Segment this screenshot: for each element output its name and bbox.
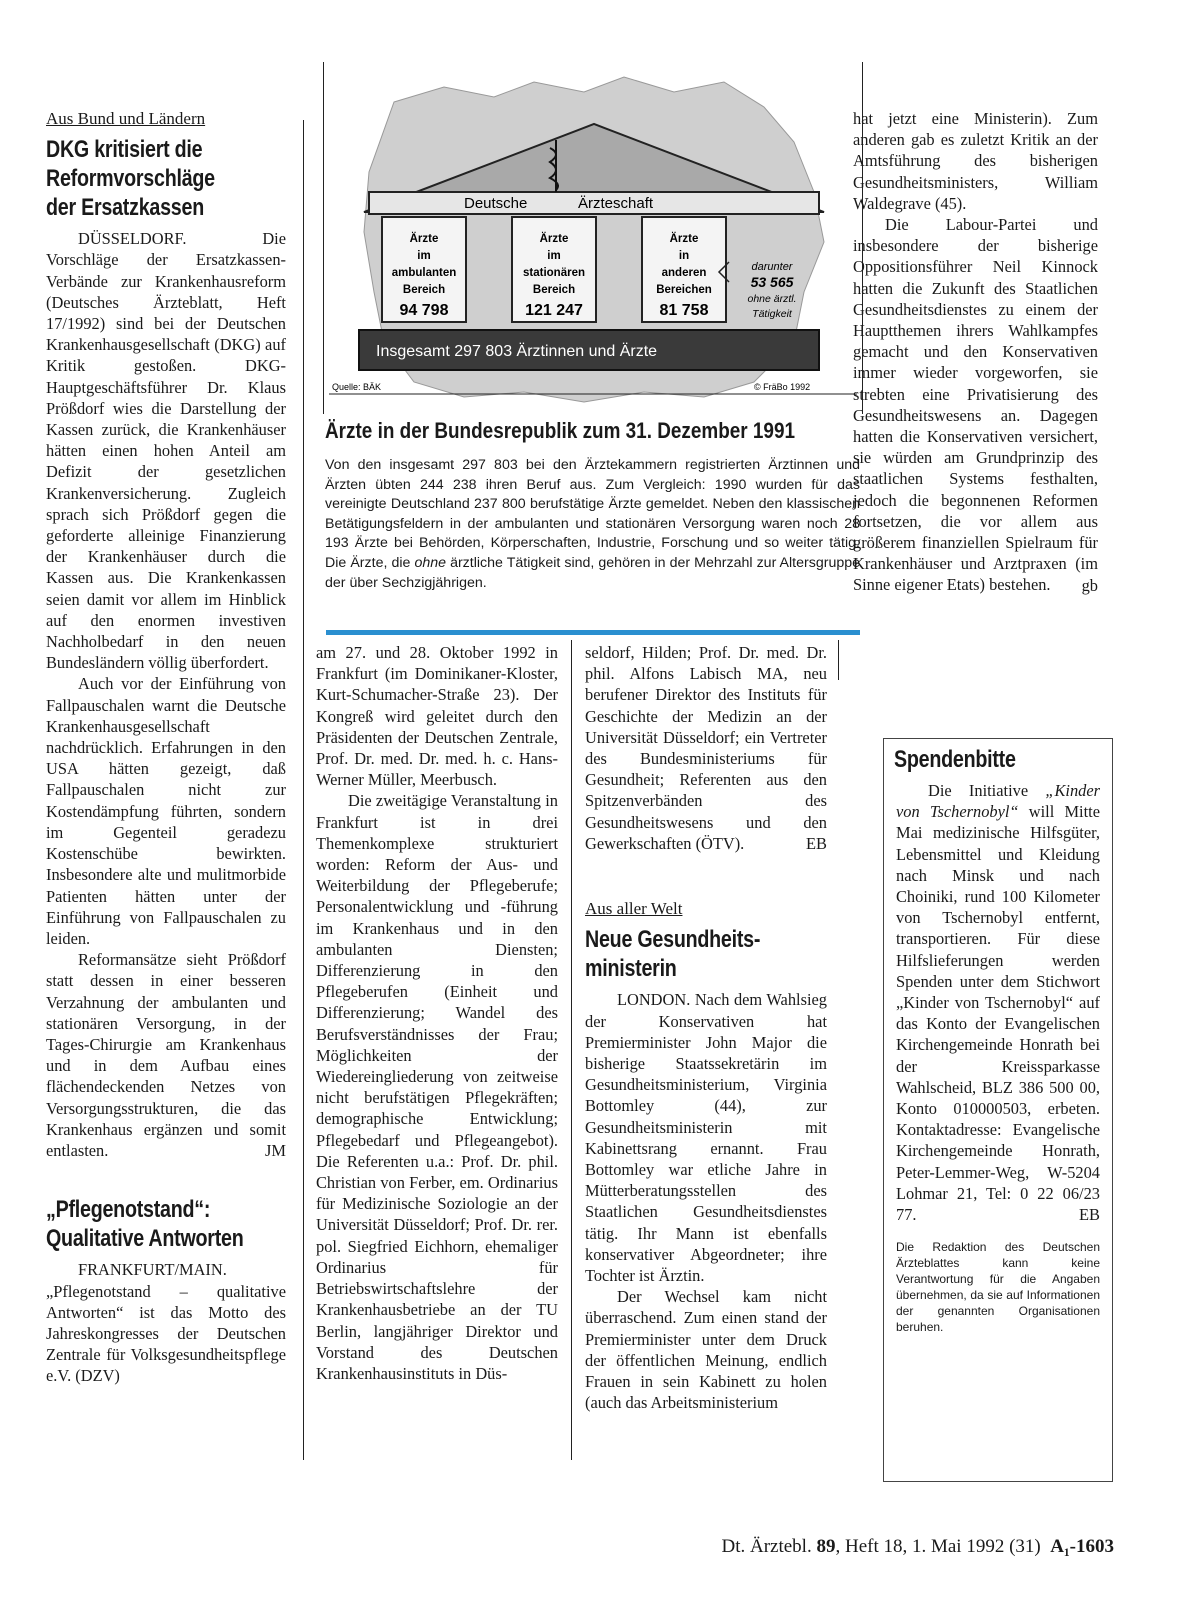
author-signature: JM [265, 1141, 286, 1161]
footer-issue: , Heft 18, 1. Mai 1992 (31) [835, 1536, 1041, 1557]
column-rule [571, 640, 572, 1460]
article-paragraph: DÜSSELDORF. Die Vorschläge der Ersatzkassen-Verbände zur Krankenhausreform (Deutsches Ärzteblatt, Heft 17/1992) sind bei der Deutschen Krankenhausgesellschaft (DKG) auf Kritik gestoßen. DKG-Hauptgeschäftsführer Dr. Klaus Prößdorf wies die Darstellung der Kassen zurück, die Krankenhäuser hätten einen hohen Anteil am Defizit der gesetzlichen Krankenversicherung. Zugleich sprach sich Prößdorf gegen die geforderte alleinige Finanzierung der Krankenhäuser durch die Kassen aus. Die Krankenkassen seien damit vor allem im Hinblick auf den enormen investiven Nachholbedarf in den neuen Bundesländern völlig überfordert. [46, 229, 286, 673]
headline-line: DKG kritisiert die [46, 136, 203, 164]
headline-line: der Ersatzkassen [46, 194, 204, 222]
caption-emphasis: ohne [414, 554, 447, 571]
box-paragraph [896, 780, 1100, 1225]
headline-line: „Pflegenotstand“: [46, 1196, 211, 1224]
box-headline: Spendenbitte [894, 746, 1016, 773]
column-3 [585, 642, 827, 1414]
page-footer [664, 1536, 1114, 1558]
temple-diagram [324, 62, 862, 414]
pillar-label: stationären [523, 267, 585, 279]
column-1 [46, 108, 286, 1387]
pillar-label: ambulanten [391, 267, 457, 279]
donation-box [883, 738, 1113, 1482]
footer-volume: 89 [816, 1536, 836, 1557]
article-headline-dkg [46, 135, 286, 222]
box-text: Die Initiative [928, 781, 1046, 800]
note-label: darunter [751, 261, 793, 273]
box-emphasis: „Kinder von Tschernobyl“ [896, 781, 1100, 822]
article-paragraph: LONDON. Nach dem Wahlsieg der Konservativen hat Premierminister John Major die bisherige Staatssekretärin im Gesundheitsministerium, Virginia Bottomley (44), zur Gesundheitsministerin mit Kabinettsrang ernannt. Frau Bottomley war etliche Jahre in Mütterberatungsstellen des Staatlichen Gesundheitsdienstes tätig. Ihr Mann ist ebenfalls konservativer Abgeordneter; ihre Tochter ist Ärztin. [585, 990, 827, 1286]
author-signature: EB [1079, 1205, 1100, 1225]
disclaimer-text: Die Redaktion des Deutschen Ärzteblattes kann keine Verantwortung für die Angaben übernehmen, da sie auf Informationen der genannten Organisationen beruhen. [896, 1240, 1100, 1335]
article-paragraph: seldorf, Hilden; Prof. Dr. med. Dr. phil. Alfons Labisch MA, neu berufener Direktor des Instituts für Geschichte der Medizin an der Universität Düsseldorf; ein Vertreter des Bundesministeriums für Gesundheit; Referenten aus den Spitzenverbänden des Gesundheitswesens und den Gewerkschaften (ÖTV). [585, 643, 827, 853]
note-value: 53 565 [750, 274, 794, 290]
infographic-aerzteschaft [323, 62, 863, 414]
pillar-label: Ärzte [409, 233, 439, 245]
headline-line: Neue Gesundheits- [585, 926, 761, 954]
article-paragraph: hat jetzt eine Ministerin). Zum anderen gab es zuletzt Kritik an der Amtsführung des bisherigen Gesundheitsministers, William Waldegrave (45). [853, 109, 1098, 213]
article-headline-pflegenotstand [46, 1195, 286, 1253]
roof-label-right: Ärzteschaft [578, 195, 654, 212]
total-label: Insgesamt 297 803 Ärztinnen und Ärzte [376, 343, 658, 360]
article-paragraph: Auch vor der Einführung von Fallpauschalen warnt die Deutsche Krankenhausgesellschaft nachdrücklich. Erfahrungen in den USA hätten gezeigt, daß Fallpauschalen nicht zur Kostendämpfung führten, sondern im Gegenteil geradezu Kostenschübe bewirkten. Insbesondere alte und mulitmorbide Patienten hätten unter der Einführung von Fallpauschalen zu leiden. [46, 674, 286, 948]
author-signature: EB [806, 834, 827, 854]
article-paragraph: FRANKFURT/MAIN. „Pflegenotstand – qualitative Antworten“ ist das Motto des Jahreskongresses der Deutschen Zentrale für Volksgesundheitspflege e.V. (DZV) [46, 1260, 286, 1386]
source-label: Quelle: BÄK [332, 382, 382, 392]
section-kicker: Aus aller Welt [585, 899, 683, 919]
article-headline-ministerin [585, 925, 827, 983]
pillar-value: 94 798 [399, 302, 449, 319]
roof-label-left: Deutsche [464, 195, 528, 212]
article-paragraph: Reformansätze sieht Prößdorf statt dessen in einer besseren Verzahnung der ambulanten und stationären Versorgung, in der Tages-Chirurgie am Krankenhaus und in dem Aufbau eines flächendeckenden Netzes von Versorgungsstrukturen, die das Krankenhaus ergänzen und somit entlasten. [46, 950, 286, 1160]
pillar-label: im [547, 250, 561, 262]
pillar-label: Ärzte [539, 233, 569, 245]
pillar-value: 81 758 [659, 302, 709, 319]
box-body [884, 780, 1112, 1335]
note-label: Tätigkeit [752, 308, 792, 320]
pillar-label: Bereich [532, 284, 576, 296]
footer-journal: Dt. Ärztebl. [721, 1536, 812, 1557]
pillar-label: Bereich [402, 284, 446, 296]
headline-line: Reformvorschläge [46, 165, 215, 193]
article-paragraph: Die Labour-Partei und insbesondere der bisherige Oppositionsführer Neil Kinnock hatten die Zukunft des Staatlichen Gesundheitsdienstes zu einem der Hauptthemen ihrers Wahlkampfes gemacht und den Konservativen immer wieder vorgeworfen, sie strebten eine Privatisierung des Gesundheitswesens an. Dagegen hatten die Konservativen versichert, sie würden am Grundprinzip des staatlichen Systems festhalten, jedoch die begonnenen Reformen fortsetzen, die vor allem aus größerem finanziellen Spielraum für Krankenhäuser und Arztpraxen (im Sinne eigener Etats) bestehen. [853, 215, 1098, 595]
note-label: ohne ärztl. [747, 293, 797, 305]
author-signature: gb [1081, 575, 1098, 595]
pillar-value: 121 247 [525, 302, 583, 319]
pillar-label: Bereichen [656, 284, 712, 296]
box-text: will Mitte Mai medizinische Hilfsgüter, Lebensmittel und Kleidung nach Minsk und nach Choiniki, rund 100 Kilometer von Tschernobyl entfernt, transportieren. Für diese Hilfslieferungen werden Spenden unter dem Stichwort „Kinder von Tschernobyl“ auf das Konto der Evangelischen Kirchengemeinde Honrath bei der Kreissparkasse Wahlscheid, BLZ 386 500 00, Konto 010000503, erbeten. Kontaktadresse: Evangelische Kirchengemeinde Honrath, Peter-Lemmer-Weg, W-5204 Lohmar 21, Tel: 0 22 06/23 77. [896, 802, 1100, 1225]
column-2 [316, 642, 558, 1384]
column-rule [838, 640, 839, 680]
pillar-label: in [678, 250, 690, 262]
headline-line: ministerin [585, 955, 677, 983]
copyright-label: © FräBo 1992 [754, 382, 811, 392]
pillar-label: anderen [661, 267, 707, 279]
accent-rule [326, 630, 860, 635]
graphic-caption [325, 456, 860, 593]
pillar-label: im [417, 250, 431, 262]
footer-page-number: A₁-1603 [1050, 1536, 1114, 1557]
pillar-label: Ärzte [669, 233, 699, 245]
section-kicker: Aus Bund und Ländern [46, 109, 206, 128]
column-rule [303, 120, 304, 1460]
article-paragraph: Der Wechsel kam nicht überraschend. Zum einen stand der Premierminister unter dem Druck der öffentlichen Meinung, endlich Frauen in sein Kabinett zu holen (auch das Arbeitsministerium [585, 1287, 827, 1413]
headline-line: Qualitative Antworten [46, 1225, 244, 1253]
article-paragraph: Die zweitägige Veranstaltung in Frankfurt ist in drei Themenkomplexe strukturiert worden: Reform der Aus- und Weiterbildung der Pflegeberufe; Personalentwicklung und -führung im Krankenhaus und in den ambulanten Diensten; Differenzierung in den Pflegeberufen (Einheit und Differenzierung; Wandel des Berufsverständnisses der Frau; Möglichkeiten der Wiedereingliederung von zeitweise nicht berufstätigen Pflegekräften; demographische Entwicklung; Pflegebedarf und Pflegeangebot). Die Referenten u.a.: Prof. Dr. phil. Christian von Ferber, em. Ordinarius für Medizinische Soziologie an der Universität Düsseldorf; Prof. Dr. rer. pol. Siegfried Eichhorn, ehemaliger Ordinarius für Betriebswirtschaftslehre der Krankenhausbetriebe an der TU Berlin, langjähriger Direktor und Vorstand des Deutschen Krankenhausinstituts in Düs- [316, 791, 558, 1383]
caption-text: Von den insgesamt 297 803 bei den Ärztekammern registrierten Ärztinnen und Ärzten übten 244 238 ihren Beruf aus. Zum Vergleich: 1990 wurden für das vereinigte Deutschland 237 800 berufstätige Ärzte gemeldet. Neben den klassischen Betätigungsfeldern in der ambulanten und stationären Versorgung waren noch 28 193 Ärzte bei Behörden, Körperschaften, Industrie, Forschung und so weiter tätig. Die Ärzte, die [325, 457, 860, 571]
caption-text: ärztliche Tätigkeit sind, gehören in der Mehrzahl zur Altersgruppe der über Sechzigjährigen. [325, 554, 861, 591]
article-paragraph: am 27. und 28. Oktober 1992 in Frankfurt (im Dominikaner-Kloster, Kurt-Schumacher-Straße 23). Der Kongreß wird geleitet durch den Präsidenten der Deutschen Zentrale, Prof. Dr. med. Dr. med. h. c. Hans-Werner Müller, Meerbusch. [316, 643, 558, 790]
graphic-title: Ärzte in der Bundesrepublik zum 31. Dezember 1991 [325, 418, 796, 443]
column-4 [853, 108, 1098, 596]
